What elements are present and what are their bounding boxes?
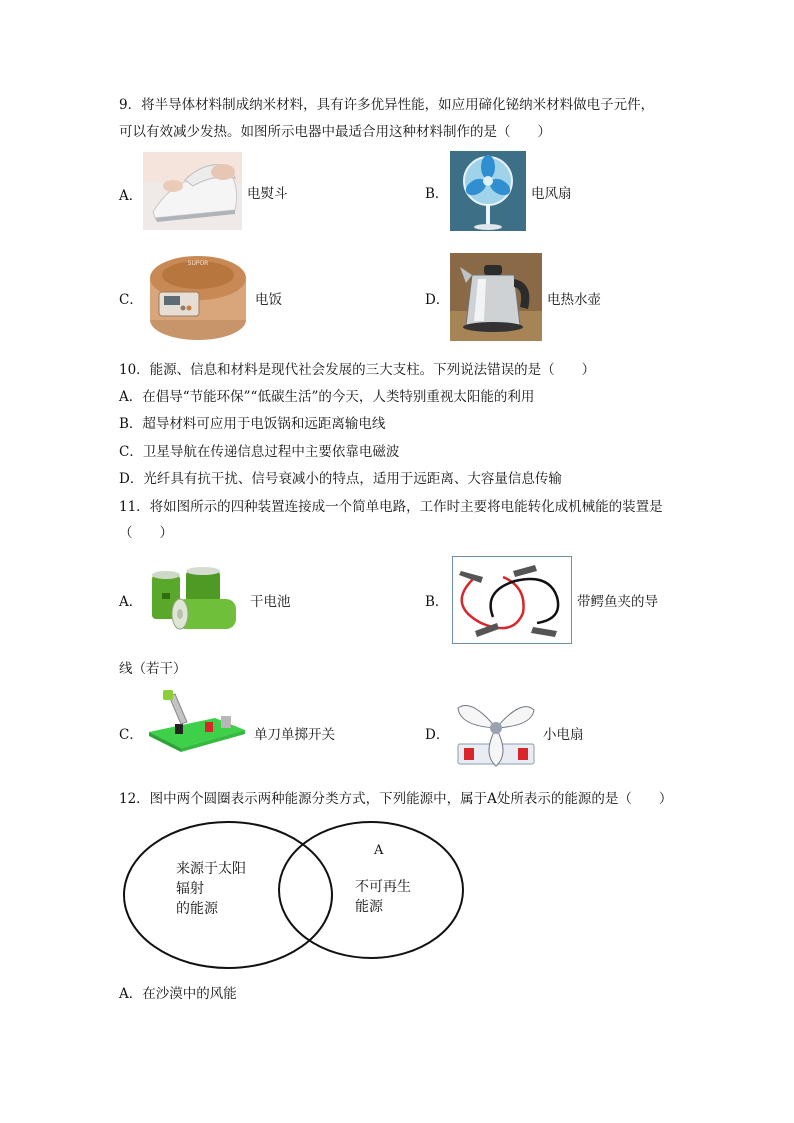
q11-option-a-label: 干电池 — [250, 594, 291, 610]
cooker-brand-text: SUPOR — [187, 260, 209, 267]
rice-cooker-image — [145, 248, 250, 344]
q10-option-c: C．卫星导航在传递信息过程中主要依靠电磁波 — [119, 444, 400, 460]
q9-stem-line2: 可以有效减少发热。如图所示电器中最适合用这种材料制作的是（ ） — [119, 124, 551, 140]
knife-switch-image — [145, 688, 247, 754]
venn-left-circle — [124, 822, 332, 968]
small-fan-image — [452, 694, 540, 768]
q11-option-b-label: 带鳄鱼夹的导 — [577, 594, 658, 610]
q10-stem: 10．能源、信息和材料是现代社会发展的三大支柱。下列说法错误的是（ ） — [119, 362, 596, 378]
q11-option-d-label: 小电扇 — [543, 727, 584, 743]
venn-left-line3: 的能源 — [176, 901, 218, 917]
dry-battery-image — [148, 565, 244, 635]
q9-option-c-letter: C． — [119, 292, 143, 308]
q11-option-b-wrap: 线（若干） — [119, 661, 187, 677]
q9-option-b-label: 电风扇 — [531, 186, 572, 202]
alligator-clip-wires-image — [452, 556, 572, 644]
q9-option-a-letter: A． — [119, 188, 143, 204]
q11-option-c-letter: C． — [119, 727, 143, 743]
q11-option-b-letter: B． — [425, 594, 449, 610]
q10-option-d: D．光纤具有抗干扰、信号衰减小的特点，适用于远距离、大容量信息传输 — [119, 471, 562, 487]
q11-option-c-label: 单刀单掷开关 — [254, 727, 335, 743]
q11-option-a-letter: A． — [119, 594, 143, 610]
q9-option-d-label: 电热水壶 — [547, 292, 601, 308]
venn-left-line1: 来源于太阳 — [176, 861, 246, 877]
iron-image — [143, 152, 242, 230]
q12-stem: 12．图中两个圆圈表示两种能源分类方式，下列能源中，属于A处所表示的能源的是（ ） — [119, 791, 673, 807]
venn-right-line1: 不可再生 — [355, 879, 411, 895]
venn-right-line2: 能源 — [355, 899, 383, 915]
venn-marker-a: A — [374, 843, 384, 858]
electric-fan-image — [450, 151, 526, 231]
venn-diagram — [120, 820, 470, 972]
q9-option-b-letter: B． — [425, 186, 449, 202]
q12-option-a: A．在沙漠中的风能 — [119, 986, 237, 1002]
q10-option-b: B．超导材料可应用于电饭锅和远距离输电线 — [119, 416, 386, 432]
q9-option-c-label: 电饭 — [255, 292, 282, 308]
q9-option-d-letter: D． — [425, 292, 450, 308]
q9-stem-line1: 9．将半导体材料制成纳米材料，具有许多优异性能，如应用碲化铋纳米材料做电子元件， — [119, 97, 655, 113]
q11-option-d-letter: D． — [425, 727, 450, 743]
q9-option-a-label: 电熨斗 — [247, 186, 288, 202]
q11-stem-paren: （ ） — [119, 525, 173, 541]
q10-option-a: A．在倡导“节能环保”“低碳生活”的今天，人类特别重视太阳能的利用 — [119, 389, 535, 405]
venn-left-line2: 辐射 — [176, 881, 204, 897]
electric-kettle-image — [450, 253, 542, 341]
q11-stem: 11．将如图所示的四种装置连接成一个简单电路，工作时主要将电能转化成机械能的装置是 — [119, 499, 663, 515]
